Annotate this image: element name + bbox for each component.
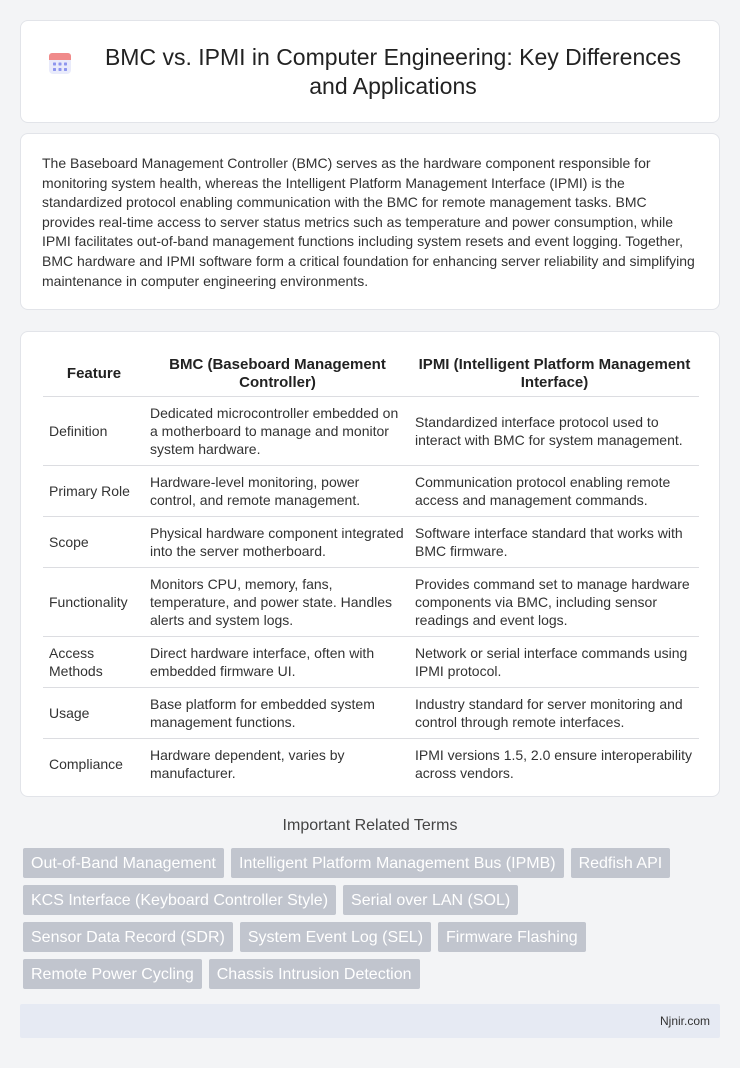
table-row	[43, 637, 699, 688]
row-bmc: Base platform for embedded system management functions.	[145, 688, 410, 739]
row-feature: Definition	[43, 397, 145, 466]
row-bmc: Hardware-level monitoring, power control, and remote management.	[145, 466, 410, 517]
row-bmc: Direct hardware interface, often with embedded firmware UI.	[145, 637, 410, 688]
row-feature: Primary Role	[43, 466, 145, 517]
table-row	[43, 397, 699, 466]
related-term-tag[interactable]: System Event Log (SEL)	[240, 922, 431, 952]
table-row	[43, 739, 699, 790]
row-ipmi: Industry standard for server monitoring and control through remote interfaces.	[410, 688, 699, 739]
header-ipmi: IPMI (Intelligent Platform Management Interface)	[418, 356, 691, 391]
row-feature: Functionality	[43, 568, 145, 637]
row-ipmi: IPMI versions 1.5, 2.0 ensure interoperability across vendors.	[410, 739, 699, 790]
related-term-tag[interactable]: Serial over LAN (SOL)	[343, 885, 518, 915]
row-ipmi: Standardized interface protocol used to interact with BMC for system management.	[410, 397, 699, 466]
intro-paragraph: The Baseboard Management Controller (BMC) serves as the hardware component responsible for monitoring system health, whereas the Intelligent Platform Management Interface (IPMI) is the standardized protocol enabling communication with the BMC for remote management tasks. BMC provides real-time access to server status metrics such as temperature and power consumption, while IPMI facilitates out-of-band management functions including system resets and event logging. Together, BMC hardware and IPMI software form a critical foundation for enhancing server reliability and simplifying maintenance in computer engineering environments.	[42, 155, 695, 289]
comparison-table-card	[20, 331, 720, 797]
row-ipmi: Network or serial interface commands using IPMI protocol.	[410, 637, 699, 688]
row-bmc: Hardware dependent, varies by manufacturer.	[145, 739, 410, 790]
table-row	[43, 568, 699, 637]
related-term-tag[interactable]: Chassis Intrusion Detection	[209, 959, 420, 989]
row-ipmi: Communication protocol enabling remote access and management commands.	[410, 466, 699, 517]
related-term-tag[interactable]: Intelligent Platform Management Bus (IPMB)	[231, 848, 564, 878]
row-feature: Compliance	[43, 739, 145, 790]
comparison-table	[43, 350, 699, 789]
header-bmc: BMC (Baseboard Management Controller)	[169, 356, 386, 391]
table-row	[43, 466, 699, 517]
calendar-icon	[47, 50, 73, 76]
related-terms-tags	[23, 848, 723, 996]
row-ipmi: Provides command set to manage hardware components via BMC, including sensor readings and event logs.	[410, 568, 699, 637]
header-feature: Feature	[66, 365, 122, 382]
table-header-row	[43, 350, 699, 397]
row-feature: Usage	[43, 688, 145, 739]
page-title: BMC vs. IPMI in Computer Engineering: Key Differences and Applications	[104, 43, 682, 99]
related-term-tag[interactable]: Redfish API	[571, 848, 671, 878]
related-term-tag[interactable]: KCS Interface (Keyboard Controller Style)	[23, 885, 336, 915]
title-card	[20, 20, 720, 123]
related-term-tag[interactable]: Sensor Data Record (SDR)	[23, 922, 233, 952]
intro-card	[20, 133, 720, 310]
row-bmc: Monitors CPU, memory, fans, temperature, and power state. Handles alerts and system logs.	[145, 568, 410, 637]
row-ipmi: Software interface standard that works with BMC firmware.	[410, 517, 699, 568]
footer	[20, 1004, 720, 1038]
related-terms-heading: Important Related Terms	[282, 817, 458, 834]
related-term-tag[interactable]: Out-of-Band Management	[23, 848, 224, 878]
related-term-tag[interactable]: Remote Power Cycling	[23, 959, 202, 989]
table-row	[43, 688, 699, 739]
row-feature: Scope	[43, 517, 145, 568]
table-row	[43, 517, 699, 568]
footer-site-link[interactable]: Njnir.com	[659, 1014, 710, 1028]
row-feature: Access Methods	[43, 637, 145, 688]
related-term-tag[interactable]: Firmware Flashing	[438, 922, 586, 952]
row-bmc: Physical hardware component integrated into the server motherboard.	[145, 517, 410, 568]
row-bmc: Dedicated microcontroller embedded on a motherboard to manage and monitor system hardware.	[145, 397, 410, 466]
